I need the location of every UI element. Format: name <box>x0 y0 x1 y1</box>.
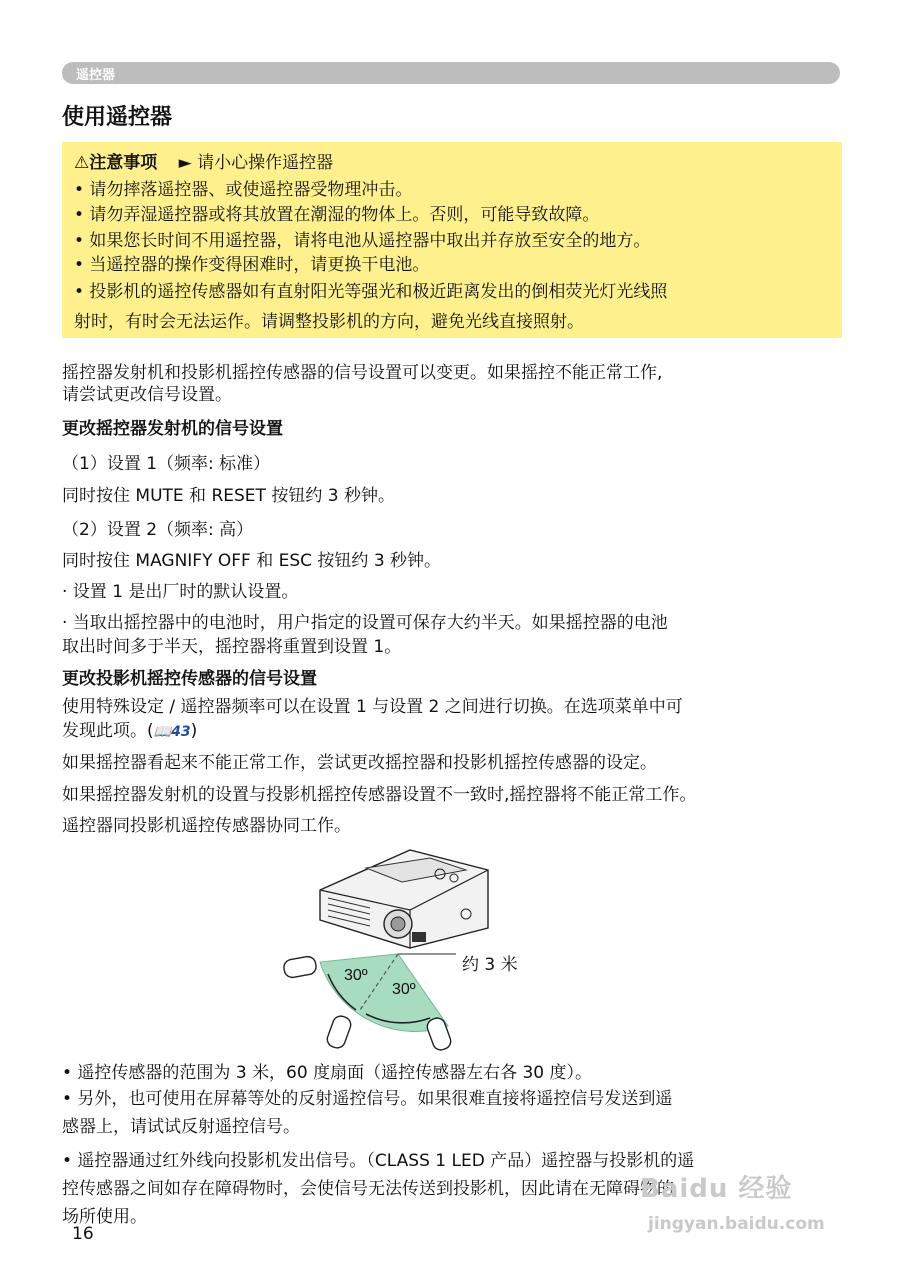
paragraph: 使用特殊设定 / 遥控器频率可以在设置 1 与设置 2 之间进行切换。在选项菜单中可 <box>62 697 683 717</box>
caution-item: • 如果您长时间不用遥控器，请将电池从遥控器中取出并存放至安全的地方。 <box>74 231 651 251</box>
note: · 当取出摇控器中的电池时，用户指定的设置可保存大约半天。如果摇控器的电池 <box>62 613 668 633</box>
paragraph: 如果摇控器发射机的设置与投影机摇控传感器设置不一致时,摇控器将不能正常工作。 <box>62 785 697 805</box>
projector-icon <box>320 850 488 948</box>
caution-arrow-text: ► 请小心操作遥控器 <box>178 153 334 173</box>
bullet-item: • 遥控器通过红外线向投影机发出信号。（CLASS 1 LED 产品）遥控器与投影机的遥 <box>62 1151 695 1171</box>
angle-label-right: 30º <box>392 981 416 998</box>
page-reference-link[interactable]: 📖43 <box>153 724 191 740</box>
setting-1-desc: 同时按住 MUTE 和 RESET 按钮约 3 秒钟。 <box>62 486 395 506</box>
paragraph: 摇控器发射机和投影机摇控传感器的信号设置可以变更。如果摇控不能正常工作, <box>62 363 663 383</box>
bullet-item: • 另外，也可使用在屏幕等处的反射遥控信号。如果很难直接将遥控信号发送到遥 <box>62 1089 673 1109</box>
section-header-bar <box>62 62 840 84</box>
note: · 设置 1 是出厂时的默认设置。 <box>62 582 299 602</box>
caution-item: • 请勿弄湿遥控器或将其放置在潮湿的物体上。否则，可能导致故障。 <box>74 205 600 225</box>
bullet-item: 感器上，请试试反射遥控信号。 <box>62 1117 300 1137</box>
caution-item: • 请勿摔落遥控器、或使遥控器受物理冲击。 <box>74 180 413 200</box>
diagram-svg <box>270 842 570 1052</box>
caution-title-line <box>74 148 333 173</box>
note: 取出时间多于半天，摇控器将重置到设置 1。 <box>62 637 402 657</box>
page-reference-number[interactable]: 43 <box>171 724 191 740</box>
subheading: 更改摇控器发射机的信号设置 <box>62 419 283 439</box>
paragraph <box>62 716 197 741</box>
paragraph: 遥控器同投影机遥控传感器协同工作。 <box>62 816 351 836</box>
section-header-label: 遥控器 <box>76 68 116 83</box>
setting-1-title: （1）设置 1（频率: 标准） <box>62 454 271 474</box>
setting-2-desc: 同时按住 MAGNIFY OFF 和 ESC 按钮约 3 秒钟。 <box>62 551 442 571</box>
caution-box <box>62 142 842 338</box>
distance-label: 约 3 米 <box>462 955 518 975</box>
watermark-url: jingyan.baidu.com <box>648 1214 825 1234</box>
caution-item: • 当遥控器的操作变得困难时，请更换干电池。 <box>74 255 430 275</box>
subheading: 更改投影机摇控传感器的信号设置 <box>62 669 317 689</box>
page-title: 使用遥控器 <box>62 105 173 130</box>
paragraph-close: ) <box>190 721 198 741</box>
watermark-logo: Baidu 经验 <box>640 1174 793 1204</box>
caution-label: ⚠注意事项 <box>74 153 158 173</box>
caution-item: 射时，有时会无法运作。请调整投影机的方向，避免光线直接照射。 <box>74 312 584 332</box>
remote-icon-left <box>283 955 318 978</box>
caution-item: • 投影机的遥控传感器如有直射阳光等强光和极近距离发出的倒相荧光灯光线照 <box>74 282 668 302</box>
remote-range-diagram <box>270 842 570 1052</box>
angle-label-left: 30º <box>344 967 368 984</box>
remote-icon-right <box>425 1016 453 1052</box>
page-number: 16 <box>72 1224 94 1244</box>
setting-2-title: （2）设置 2（频率: 高） <box>62 520 254 540</box>
paragraph: 如果摇控器看起来不能正常工作，尝试更改摇控器和投影机摇控传感器的设定。 <box>62 753 657 773</box>
paragraph-text: 发现此项。( <box>62 721 154 741</box>
paragraph: 请尝试更改信号设置。 <box>62 385 232 405</box>
bullet-item: 控传感器之间如存在障碍物时，会使信号无法传送到投影机，因此请在无障碍物的 <box>62 1179 674 1199</box>
bullet-item: 场所使用。 <box>62 1207 147 1227</box>
bullet-item: • 遥控传感器的范围为 3 米，60 度扇面（遥控传感器左右各 30 度）。 <box>62 1063 593 1083</box>
remote-icon-center <box>325 1014 353 1050</box>
